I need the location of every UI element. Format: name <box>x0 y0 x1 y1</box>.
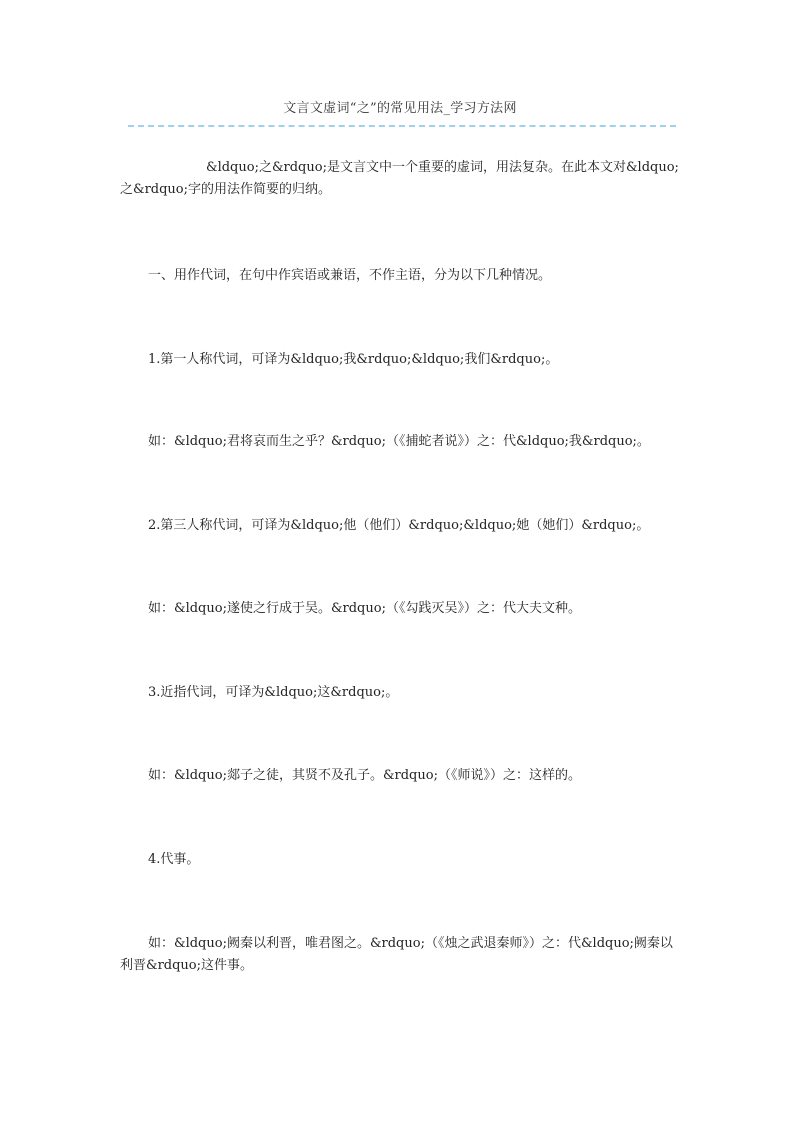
item-4-paragraph: 4.代事。 <box>148 852 200 867</box>
example-2-paragraph: 如：&ldquo;遂使之行成于吴。&rdquo;（《勾践灭吴》）之：代大夫文种。 <box>148 601 581 616</box>
item-1-paragraph: 1.第一人称代词，可译为&ldquo;我&rdquo;&ldquo;我们&rdquo;。 <box>148 352 559 367</box>
intro-paragraph: &ldquo;之&rdquo;是文言文中一个重要的虚词，用法复杂。在此本文对&ldquo;之&rdquo;字的用法作简要的归纳。 <box>120 160 679 197</box>
title-divider <box>128 125 676 127</box>
item-3-paragraph: 3.近指代词，可译为&ldquo;这&rdquo;。 <box>148 685 399 700</box>
example-1-paragraph: 如：&ldquo;君将哀而生之乎？&rdquo;（《捕蛇者说》）之：代&ldquo;我&rdquo;。 <box>148 434 650 449</box>
example-4-paragraph: 如：&ldquo;阙秦以利晋，唯君图之。&rdquo;（《烛之武退秦师》）之：代&ldquo;阙秦以利晋&rdquo;这件事。 <box>120 936 673 973</box>
document-title: 文言文虚词“之”的常见用法_学习方法网 <box>283 101 517 116</box>
section-heading-1: 一、用作代词，在句中作宾语或兼语，不作主语，分为以下几种情况。 <box>148 268 552 283</box>
item-2-paragraph: 2.第三人称代词，可译为&ldquo;他（他们）&rdquo;&ldquo;她（她们）&rdquo;。 <box>148 518 650 533</box>
example-3-paragraph: 如：&ldquo;郯子之徒，其贤不及孔子。&rdquo;（《师说》）之：这样的。 <box>148 768 581 783</box>
